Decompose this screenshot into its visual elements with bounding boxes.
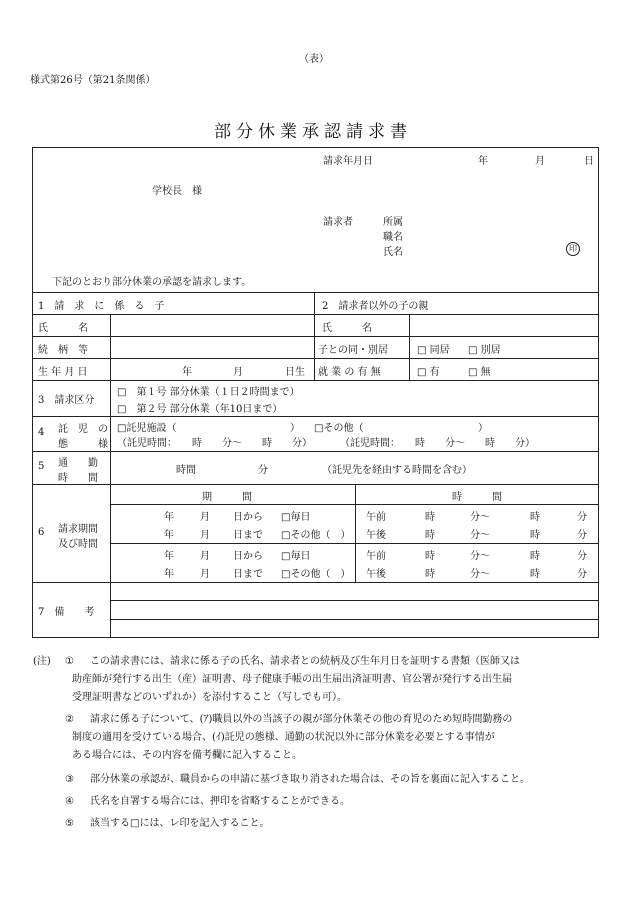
- time-ampm: 午前: [366, 512, 386, 523]
- birth-year: 年: [182, 367, 192, 378]
- time-min-end: 分: [577, 512, 587, 523]
- period-day: 日まで: [233, 530, 263, 541]
- birth-month: 月: [233, 367, 243, 378]
- section4-label-line2: 態 様: [58, 439, 108, 450]
- note-3-mark: ③: [65, 774, 74, 785]
- request-type-1-checkbox[interactable]: □ 第１号 部分休業（１日２時間まで）: [117, 387, 300, 398]
- affiliation-label: 所属: [383, 217, 403, 228]
- note-5-line1: 該当する□には、レ印を記入すること。: [90, 818, 270, 829]
- time-min-end: 分: [577, 530, 587, 541]
- care-other-close: ）: [478, 423, 488, 434]
- cohabit-same-checkbox[interactable]: □ 同居: [417, 345, 450, 356]
- section4-label-line1: 託 児 の: [58, 424, 108, 435]
- request-date-day: 日: [584, 156, 594, 167]
- notes-prefix: (注): [33, 656, 51, 667]
- section6-label-line1: 請求期間: [58, 524, 98, 535]
- note-2-line1: 請求に係る子について、(ｱ)職員以外の当該子の親が部分休業その他の育児のため短時間勤務の: [90, 714, 513, 725]
- parent-name-label: 氏 名: [322, 323, 372, 334]
- section5-label-line1: 通 勤: [58, 458, 98, 469]
- period-option-checkbox[interactable]: □毎日: [281, 512, 311, 523]
- requester-label: 請求者: [323, 217, 353, 228]
- time-hour-end: 時: [530, 569, 540, 580]
- period-option-checkbox[interactable]: □毎日: [281, 551, 311, 562]
- section7-label: 7 備 考: [38, 607, 95, 618]
- note-2-mark: ②: [65, 714, 74, 725]
- time-ampm: 午後: [366, 530, 386, 541]
- request-date-year: 年: [478, 156, 488, 167]
- time-hour-start: 時: [425, 530, 435, 541]
- time-hour-end: 時: [530, 551, 540, 562]
- period-year: 年: [164, 530, 174, 541]
- period-day: 日から: [233, 512, 263, 523]
- cohabit-separate-checkbox[interactable]: □ 別居: [468, 345, 501, 356]
- note-4-mark: ④: [65, 796, 74, 807]
- time-min-end: 分: [577, 551, 587, 562]
- employment-no-checkbox[interactable]: □ 無: [468, 367, 491, 378]
- note-1-line3: 受理証明書などのいずれか）を添付すること（写しでも可）。: [72, 692, 347, 703]
- child-relation-label: 続 柄 等: [38, 345, 88, 356]
- commute-hours-label: 時間: [176, 465, 196, 476]
- section1-heading: 1 請 求 に 係 る 子: [38, 301, 165, 312]
- commute-note: （託児先を経由する時間を含む）: [322, 465, 472, 476]
- period-month: 月: [200, 569, 210, 580]
- time-header: 時 間: [452, 492, 502, 503]
- care-facility-checkbox[interactable]: □託児施設（: [117, 423, 177, 434]
- time-hour-start: 時: [425, 551, 435, 562]
- period-year: 年: [164, 569, 174, 580]
- name-label: 氏名: [383, 247, 403, 258]
- form-number: 様式第26号（第21条関係）: [30, 75, 156, 86]
- form-title: 部分休業承認請求書: [214, 122, 412, 142]
- period-header: 期 間: [202, 492, 252, 503]
- request-date-label: 請求年月日: [323, 156, 373, 167]
- child-name-label: 氏 名: [38, 323, 88, 334]
- period-month: 月: [200, 512, 210, 523]
- note-2-line2: 制度の適用を受けている場合、(ｲ)託児の態様、通勤の状況以外に部分休業を必要とする事情が: [72, 732, 495, 743]
- note-2-line3: ある場合には、その内容を備考欄に記入すること。: [72, 750, 302, 761]
- time-min-start: 分〜: [470, 530, 490, 541]
- time-hour-end: 時: [530, 530, 540, 541]
- note-4-line1: 氏名を自署する場合には、押印を省略することができる。: [90, 796, 350, 807]
- section5-label-line2: 時 間: [58, 473, 98, 484]
- period-year: 年: [164, 551, 174, 562]
- request-date-month: 月: [535, 156, 545, 167]
- care-other-checkbox[interactable]: □その他（: [314, 423, 364, 434]
- commute-minutes-label: 分: [258, 465, 268, 476]
- seal-mark: 印: [566, 242, 580, 256]
- period-option-checkbox[interactable]: □その他（ ）: [281, 569, 351, 580]
- request-type-2-checkbox[interactable]: □ 第２号 部分休業（年10日まで）: [117, 404, 283, 415]
- employment-yes-checkbox[interactable]: □ 有: [417, 367, 440, 378]
- period-day: 日から: [233, 551, 263, 562]
- time-ampm: 午後: [366, 569, 386, 580]
- note-1-line2: 助産師が発行する出生（産）証明書、母子健康手帳の出生届出済証明書、官公署が発行する出生届: [72, 674, 512, 685]
- note-5-mark: ⑤: [65, 818, 74, 829]
- note-1-mark: ①: [65, 656, 74, 667]
- period-year: 年: [164, 512, 174, 523]
- section4-number: 4: [38, 427, 45, 438]
- time-ampm: 午前: [366, 551, 386, 562]
- time-hour-start: 時: [425, 569, 435, 580]
- time-min-start: 分〜: [470, 551, 490, 562]
- time-min-start: 分〜: [470, 512, 490, 523]
- time-min-end: 分: [577, 569, 587, 580]
- period-day: 日まで: [233, 569, 263, 580]
- cohabit-label: 子との同・別居: [318, 345, 388, 356]
- time-hour-start: 時: [425, 512, 435, 523]
- request-statement: 下記のとおり部分休業の承認を請求します。: [52, 277, 252, 288]
- section2-heading: 2 請求者以外の子の親: [322, 301, 429, 312]
- time-min-start: 分〜: [470, 569, 490, 580]
- child-birth-label: 生 年 月 日: [38, 367, 88, 378]
- care-facility-close: ）: [290, 423, 300, 434]
- care-time-2: （託児時間： 時 分〜 時 分）: [340, 438, 535, 449]
- care-time-1: （託児時間： 時 分〜 時 分）: [117, 438, 312, 449]
- note-1-line1: この請求書には、請求に係る子の氏名、請求者との続柄及び生年月日を証明する書類（医師又は: [90, 656, 520, 667]
- employment-label: 就 業 の 有 無: [318, 367, 381, 378]
- period-month: 月: [200, 530, 210, 541]
- position-label: 職名: [383, 232, 403, 243]
- section6-label-line2: 及び時間: [58, 539, 98, 550]
- time-hour-end: 時: [530, 512, 540, 523]
- section6-number: 6: [38, 527, 45, 538]
- period-option-checkbox[interactable]: □その他（ ）: [281, 530, 351, 541]
- note-3-line1: 部分休業の承認が、職員からの申請に基づき取り消された場合は、その旨を裏面に記入すること。: [90, 774, 530, 785]
- section3-label: 3 請求区分: [38, 395, 95, 406]
- section5-number: 5: [38, 461, 45, 472]
- period-month: 月: [200, 551, 210, 562]
- birth-day: 日生: [285, 367, 305, 378]
- page-side-label: （表）: [299, 54, 329, 65]
- addressee: 学校長 様: [152, 186, 202, 197]
